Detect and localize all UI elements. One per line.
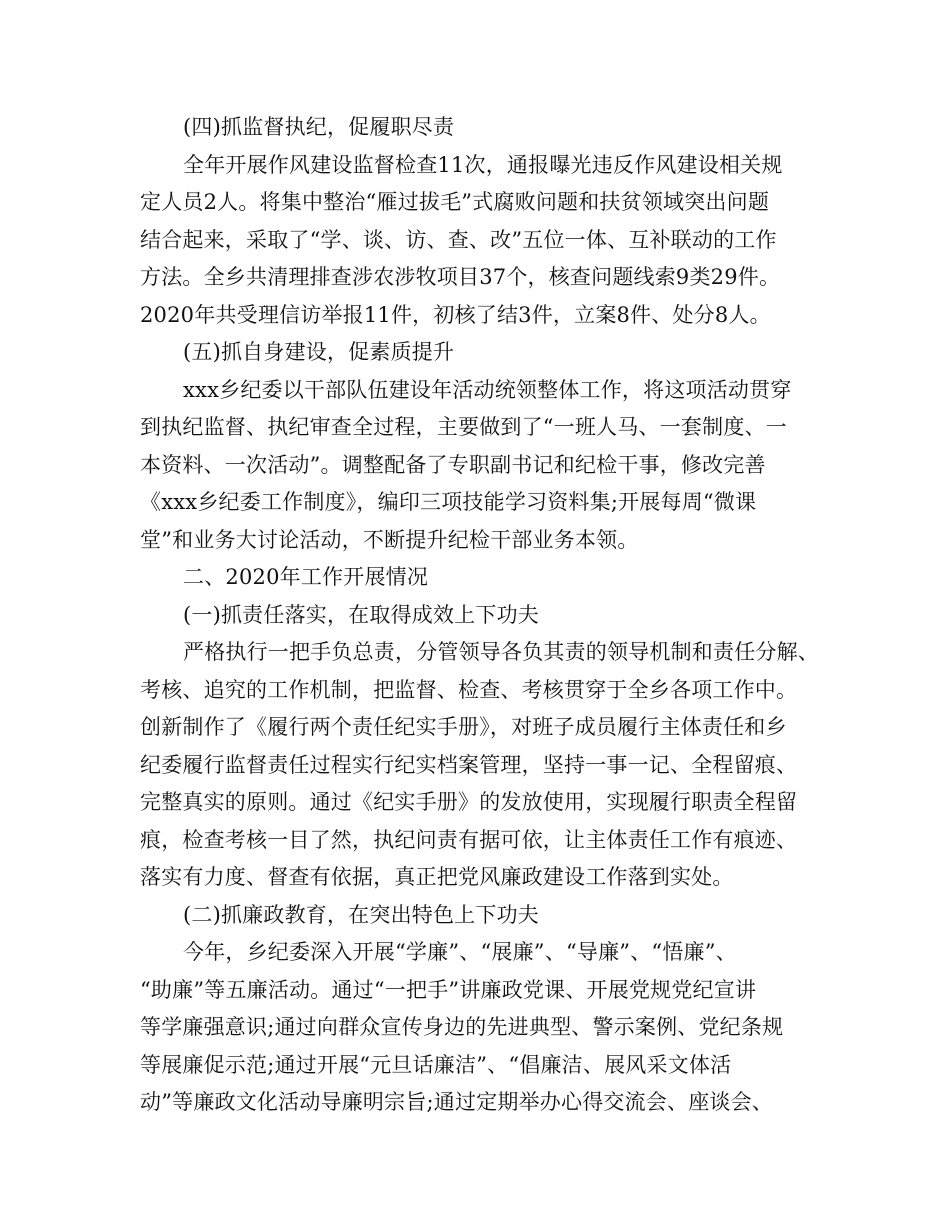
text-line: 创新制作了《履行两个责任纪实手册》，对班子成员履行主体责任和乡 [140,715,787,739]
text-line: 今年，乡纪委深入开展“学廉”、“展廉”、“导廉”、“悟廉”、 [183,940,737,964]
text-line: xxx乡纪委以干部队伍建设年活动统领整体工作，将这项活动贯穿 [183,377,792,402]
text-line: 严格执行一把手负总责，分管领导各负其责的领导机制和责任分解、 [183,640,819,664]
text-line: 全年开展作风建设监督检查11次，通报曝光违反作风建设相关规 [183,152,783,177]
text-line: (四)抓监督执纪，促履职尽责 [183,115,455,139]
text-line: 考核、追究的工作机制，把监督、检查、考核贯穿于全乡各项工作中。 [140,677,798,702]
text-line: 《xxx乡纪委工作制度》，编印三项技能学习资料集;开展每周“微课 [140,490,757,514]
text-line: 方法。全乡共清理排查涉农涉牧项目37个，核查问题线索9类29件。 [140,265,781,289]
text-line: 痕，检查考核一目了然，执纪问责有据可依，让主体责任工作有痕迹、 [140,827,798,852]
text-line: (二)抓廉政教育，在突出特色上下功夫 [183,902,539,927]
text-line: 纪委履行监督责任过程实行纪实档案管理，坚持一事一记、全程留痕、 [140,752,798,777]
text-line: 完整真实的原则。通过《纪实手册》的发放使用，实现履行职责全程留 [140,790,798,814]
text-line: 结合起来，采取了“学、谈、访、查、改”五位一体、互补联动的工作 [140,227,777,252]
text-line: 落实有力度、督查有依据，真正把党风廉政建设工作落到实处。 [140,865,734,889]
text-line: 到执纪监督、执纪审查全过程，主要做到了“一班人马、一套制度、一 [140,415,787,439]
text-line: (一)抓责任落实，在取得成效上下功夫 [183,602,539,627]
document-body [140,109,830,1122]
text-line: 本资料、一次活动”。调整配备了专职副书记和纪检干事，修改完善 [140,452,766,477]
text-line: 二、2020年工作开展情况 [183,565,429,589]
text-line: 动”等廉政文化活动导廉明宗旨;通过定期举办心得交流会、座谈会、 [140,1090,774,1114]
text-line: (五)抓自身建设，促素质提升 [183,340,455,364]
text-line: 等学廉强意识;通过向群众宣传身边的先进典型、警示案例、党纪条规 [140,1015,784,1039]
text-line: 定人员2人。将集中整治“雁过拔毛”式腐败问题和扶贫领域突出问题 [140,190,770,214]
text-line: “助廉”等五廉活动。通过“一把手”讲廉政党课、开展党规党纪宣讲 [140,977,757,1002]
text-line: 2020年共受理信访举报11件，初核了结3件，立案8件、处分8人。 [140,302,771,327]
text-line: 等展廉促示范;通过开展“元旦话廉洁”、“倡廉洁、展风采文体活 [140,1052,732,1077]
text-line: 堂”和业务大讨论活动，不断提升纪检干部业务本领。 [140,527,639,552]
